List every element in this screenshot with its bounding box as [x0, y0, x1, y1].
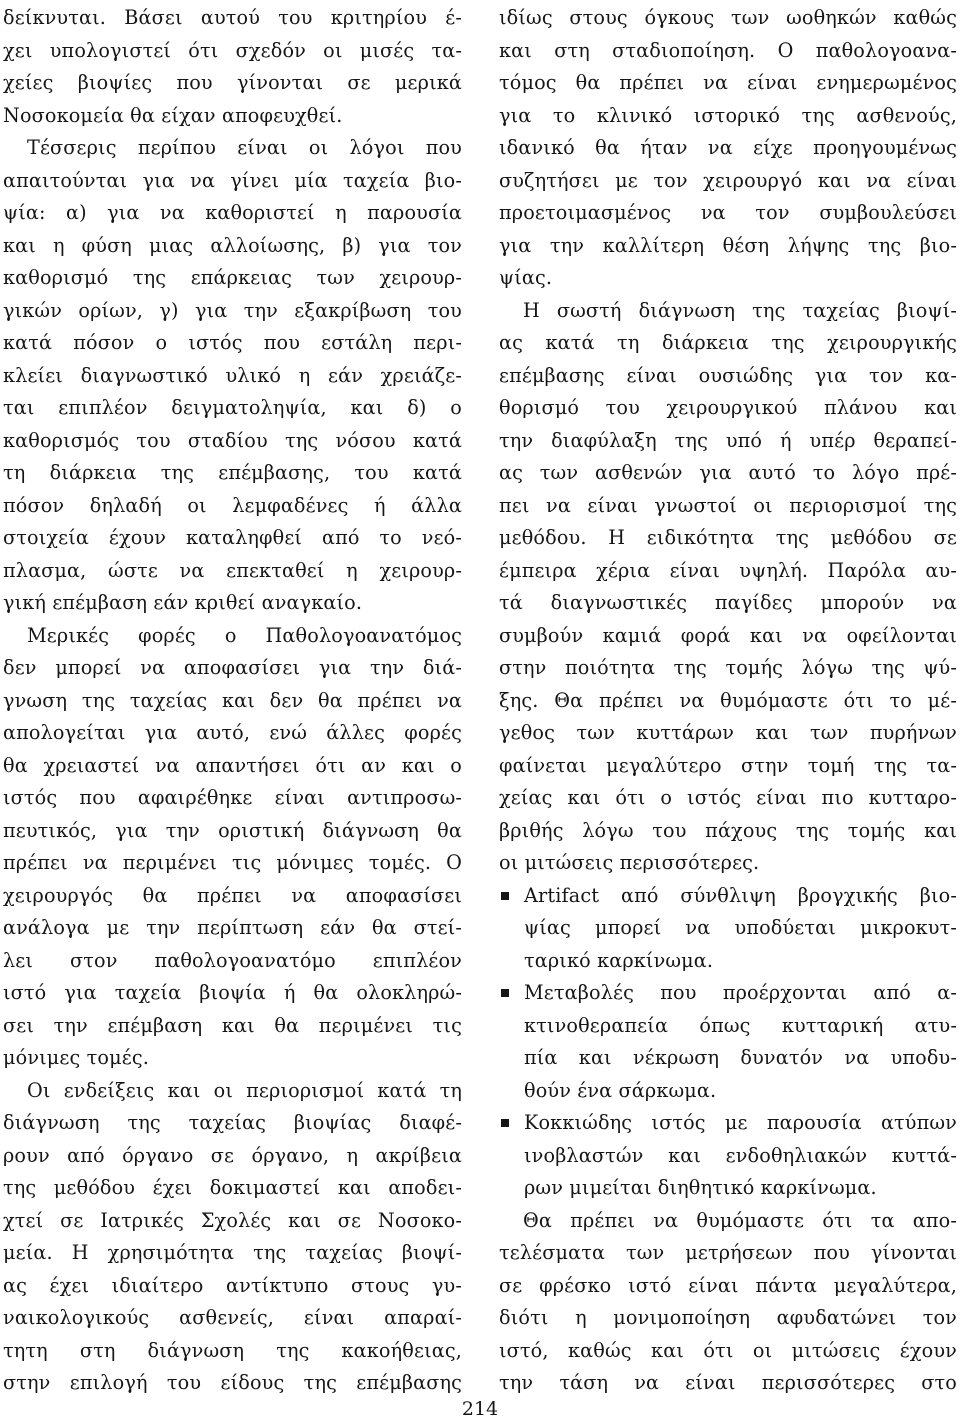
text-line: ρων μιμείται διηθητικό καρκίνωμα.: [524, 1176, 877, 1199]
text-line: ρουν από όργανο σε όργανο, η ακρίβεια: [3, 1143, 462, 1167]
text-line: γικών ορίων, γ) για την εξακρίβωση του: [3, 298, 462, 322]
text-line: πει να είναι γνωστοί οι περιορισμοί της: [499, 493, 957, 517]
text-line: ας των ασθενών για αυτό το λόγο πρέ-: [499, 461, 957, 484]
text-line: έμπειρα χέρια είναι υψηλή. Παρόλα αυ-: [499, 558, 957, 582]
text-line: Οι ενδείξεις και οι περιορισμοί κατά τη: [27, 1078, 462, 1102]
text-line: Τέσσερις περίπου είναι οι λόγοι που: [27, 136, 462, 159]
text-line: και η φύση μιας αλλοίωσης, β) για τον: [3, 233, 462, 257]
list-item: [499, 880, 957, 978]
list-item: [499, 977, 957, 1107]
text-line: συζητήσει με τον χειρουργό και να είναι: [499, 168, 957, 192]
text-line: ιστό, καθώς και ότι οι μιτώσεις έχουν: [499, 1338, 957, 1362]
text-line: στοιχεία έχουν καταληφθεί από το νεό-: [3, 526, 462, 549]
paragraph-measurements: [499, 1205, 957, 1400]
text-line: για την καλλίτερη θέση λήψης της βιο-: [499, 233, 957, 257]
text-line: γεθος των κυττάρων και των πυρήνων: [499, 721, 957, 744]
text-line: καθορισμό της επάρκειας των χειρουρ-: [3, 266, 462, 289]
text-line: συμβούν καμιά φορά και να οφείλονται: [499, 623, 957, 647]
text-line: χείες βιοψίες που γίνονται σε μερικά: [3, 71, 462, 94]
text-line: τη διάρκεια της επέμβασης, του κατά: [3, 461, 462, 484]
bullet-text: Μεταβολές που προέρχονται από α-: [524, 981, 957, 1004]
text-line: ται επιπλέον δειγματοληψία, και δ) ο: [3, 396, 462, 419]
text-line: χείας και ότι ο ιστός είναι πιο κυτταρο-: [499, 786, 957, 809]
text-line: ιστός που αφαιρέθηκε είναι αντιπροσω-: [3, 786, 462, 809]
text-line: τόμος θα πρέπει να είναι ενημερωμένος: [499, 71, 957, 94]
text-line: δείκνυται. Βάσει αυτού του κριτηρίου έ-: [3, 6, 462, 29]
text-line: την τάση να είναι περισσότερες στο: [499, 1371, 957, 1394]
text-line: Θα πρέπει να θυμόμαστε ότι τα απο-: [523, 1208, 957, 1232]
text-line: μόνιμες τομές.: [3, 1046, 149, 1069]
text-line: διότι η μονιμοποίηση αφυδατώνει τον: [499, 1306, 957, 1329]
text-line: πρέπει να περιμένει τις μόνιμες τομές. Ο: [3, 851, 462, 874]
text-line: επέμβασης είναι ουσιώδης για τον κα-: [499, 363, 957, 387]
text-line: Η σωστή διάγνωση της ταχείας βιοψί-: [523, 298, 957, 322]
text-line: την διαφύλαξη της υπό ή υπέρ θεραπεί-: [499, 428, 957, 452]
paragraph-indications: [3, 1075, 462, 1400]
text-line: κατά πόσον ο ιστός που εστάλη περι-: [3, 331, 462, 354]
text-line: βριθής λόγω του πάχους της τομής και: [499, 818, 957, 842]
paragraph-indications-continued: [499, 2, 957, 295]
bullet-square-icon: [501, 1119, 509, 1127]
text-line: δεν μπορεί να αποφασίσει για την διά-: [3, 656, 462, 679]
text-line: [499, 1107, 957, 1140]
text-line: απαιτούνται για να γίνει μία ταχεία βιο-: [3, 168, 462, 192]
text-line: γική επέμβαση εάν κριθεί αναγκαίο.: [3, 591, 363, 614]
text-line: ξης. Θα πρέπει να θυμόμαστε ότι το μέ-: [499, 688, 957, 712]
text-line: κτινοθεραπεία όπως κυτταρική ατυ-: [524, 1013, 957, 1037]
text-line: τά διαγνωστικές παγίδες μπορούν να: [499, 591, 957, 614]
bullet-text: Artifact από σύνθλιψη βρογχικής βιο-: [524, 883, 957, 907]
text-line: ας έχει ιδιαίτερο αντίκτυπο στους γυ-: [3, 1273, 462, 1297]
text-line: ψία: α) για να καθοριστεί η παρουσία: [3, 201, 462, 224]
text-line: λει στον παθολογοανατόμο επιπλέον: [3, 948, 462, 972]
text-line: καθορισμός του σταδίου της νόσου κατά: [3, 428, 462, 452]
text-line: προετοιμασμένος να τον συμβουλεύσει: [499, 201, 957, 224]
text-line: απολογείται για αυτό, ενώ άλλες φορές: [3, 721, 462, 744]
text-line: μεθόδου. Η ειδικότητα της μεθόδου σε: [499, 526, 957, 549]
text-line: πόσον δηλαδή οι λεμφαδένες ή άλλα: [3, 493, 462, 517]
text-line: Νοσοκομεία θα είχαν αποφευχθεί.: [3, 103, 343, 127]
list-item: [499, 1107, 957, 1205]
text-line: ταρικό καρκίνωμα.: [524, 948, 714, 972]
text-line: θα χρειαστεί να απαντήσει ότι αν και ο: [3, 753, 462, 777]
text-line: διάγνωση της ταχείας βιοψίας διαφέ-: [3, 1111, 462, 1134]
text-line: χτεί σε Ιατρικές Σχολές και σε Νοσοκο-: [3, 1208, 462, 1232]
paragraph-criterion-tail: [3, 2, 462, 132]
text-line: στην ποιότητα της τομής λόγω της ψύ-: [499, 656, 957, 679]
text-line: μεία. Η χρησιμότητα της ταχείας βιοψί-: [3, 1241, 462, 1264]
text-line: τελέσματα των μετρήσεων που γίνονται: [499, 1241, 957, 1264]
text-line: θούν ένα σάρκωμα.: [524, 1078, 717, 1102]
paragraph-pathologist-decision: [3, 620, 462, 1075]
left-column: [3, 2, 462, 1400]
text-line: γνωση της ταχείας και δεν θα πρέπει να: [3, 688, 462, 712]
bullet-square-icon: [501, 989, 509, 997]
text-line: ιδίως στους όγκους των ωοθηκών καθώς: [499, 6, 957, 29]
text-line: πευτικός, για την οριστική διάγνωση θα: [3, 818, 462, 842]
text-line: τητη στη διάγνωση της κακοήθειας,: [3, 1338, 462, 1362]
text-line: ανάλογα με την περίπτωση εάν θα στεί-: [3, 916, 462, 939]
paragraph-correct-diagnosis: [499, 295, 957, 880]
text-line: χει υπολογιστεί ότι σχεδόν οι μισές τα-: [3, 38, 462, 62]
text-line: φαίνεται μεγαλύτερο στην τομή της τα-: [499, 753, 957, 777]
text-line: και στη σταδιοποίηση. Ο παθολογοανα-: [499, 38, 957, 62]
text-line: κλείει διαγνωστικό υλικό η εάν χρειάζε-: [3, 363, 462, 387]
text-line: της μεθόδου έχει δοκιμαστεί και αποδει-: [3, 1176, 462, 1199]
bullet-text: Κοκκιώδης ιστός με παρουσία ατύπων: [524, 1111, 957, 1134]
bullet-list: [499, 880, 957, 1205]
text-line: ιστό για ταχεία βιοψία ή θα ολοκληρώ-: [3, 981, 462, 1004]
text-line: ιδανικό θα ήταν να είχε προηγουμένως: [499, 136, 957, 159]
text-line: ναικολογικούς ασθενείς, είναι απαραί-: [3, 1306, 462, 1329]
text-line: οι μιτώσεις περισσότερες.: [499, 851, 760, 874]
text-line: στην επιλογή του είδους της επέμβασης: [3, 1371, 462, 1394]
text-line: ινοβλαστών και ενδοθηλιακών κυττά-: [524, 1143, 957, 1167]
text-line: θορισμό του χειρουργικού πλάνου και: [499, 396, 957, 419]
bullet-square-icon: [501, 892, 509, 900]
text-line: Μερικές φορές ο Παθολογοανατόμος: [27, 623, 462, 647]
text-line: ψίας μπορεί να υποδύεται μικροκυτ-: [524, 916, 957, 939]
text-line: για το κλινικό ιστορικό της ασθενούς,: [499, 103, 957, 127]
text-line: χειρουργός θα πρέπει να αποφασίσει: [3, 883, 462, 907]
text-line: [499, 880, 957, 913]
text-line: ας κατά τη διάρκεια της χειρουργικής: [499, 331, 957, 354]
right-column: [499, 2, 957, 1400]
text-line: σει την επέμβαση και θα περιμένει τις: [3, 1013, 462, 1037]
text-line: [499, 977, 957, 1010]
page-number: 214: [461, 1398, 499, 1420]
text-line: σε φρέσκο ιστό είναι πάντα μεγαλύτερα,: [499, 1273, 957, 1297]
text-line: πλασμα, ώστε να επεκταθεί η χειρουρ-: [3, 558, 462, 582]
paragraph-four-reasons: [3, 132, 462, 620]
text-line: ψίας.: [499, 266, 553, 289]
text-line: πία και νέκρωση δυνατόν να υποδυ-: [524, 1046, 957, 1069]
